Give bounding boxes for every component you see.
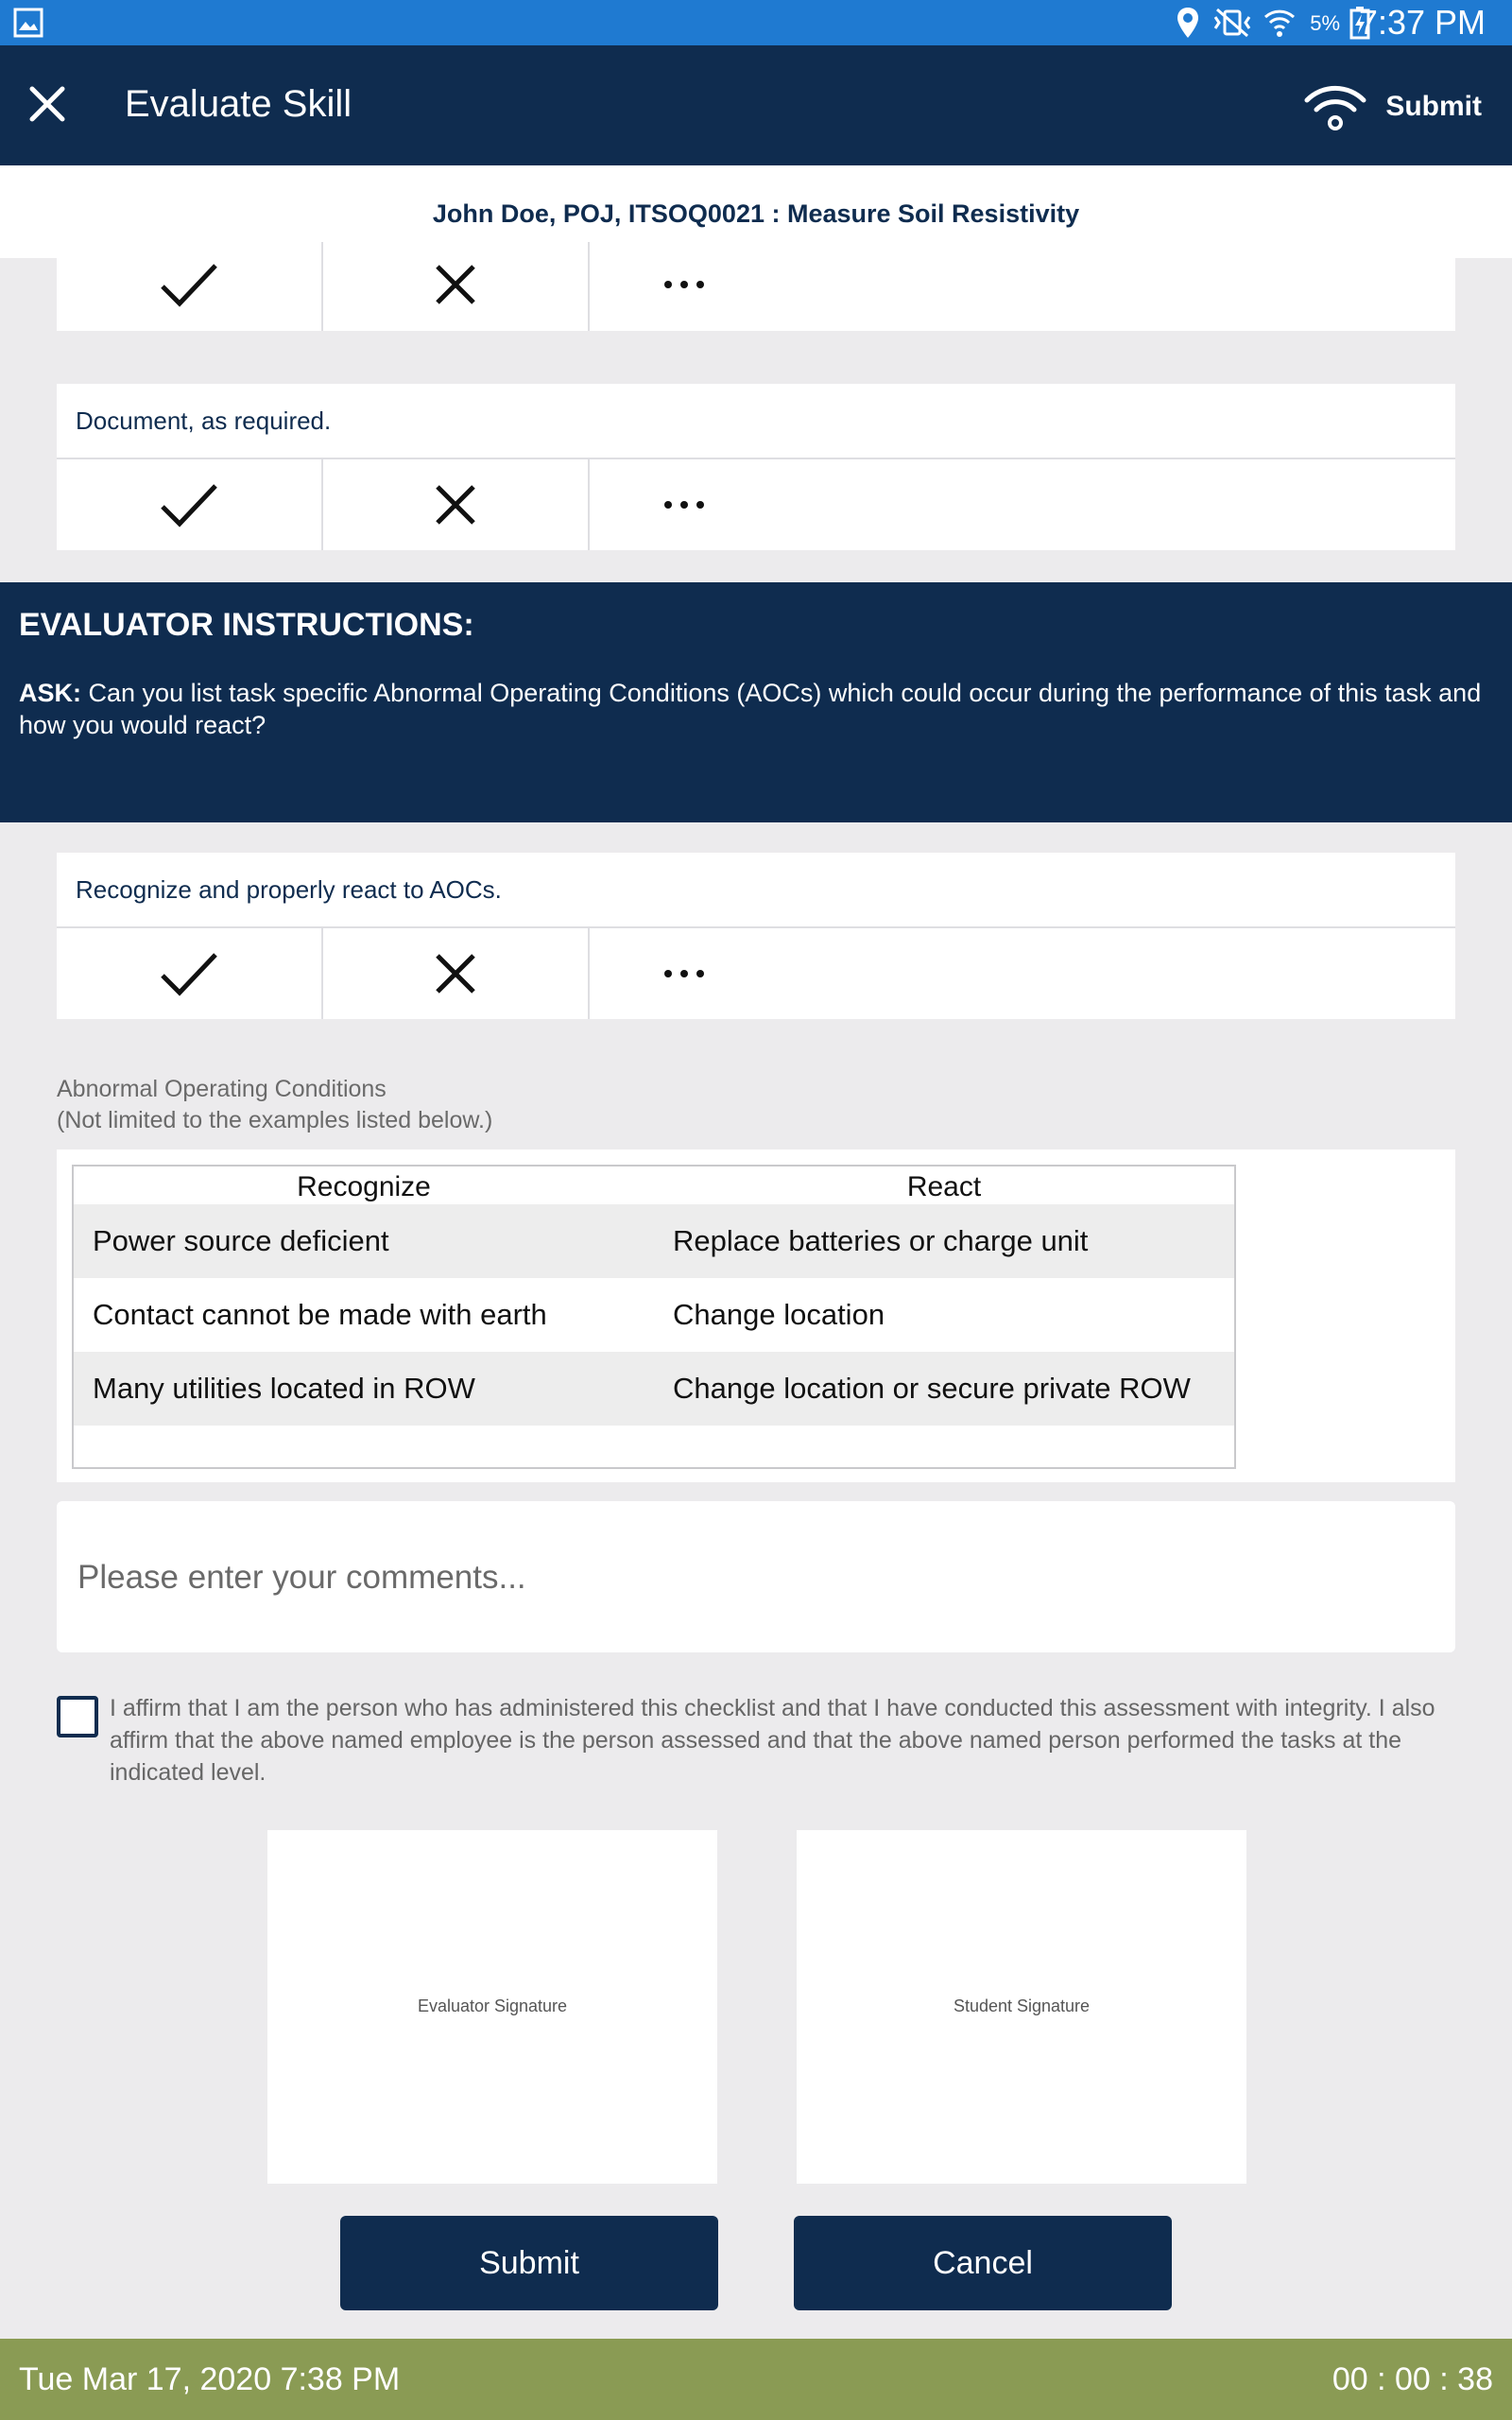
react-cell: Change location — [673, 1298, 885, 1331]
table-row — [74, 1278, 1234, 1352]
student-signature-label: Student Signature — [953, 1996, 1091, 2015]
react-cell: Replace batteries or charge unit — [673, 1224, 1089, 1257]
fail-button[interactable] — [323, 928, 590, 1019]
recognize-cell: Many utilities located in ROW — [93, 1372, 475, 1405]
submit-button[interactable]: Submit — [340, 2216, 718, 2310]
pass-button[interactable] — [57, 928, 323, 1019]
more-icon — [663, 280, 705, 289]
app-bar — [0, 45, 1512, 165]
recognize-cell: Contact cannot be made with earth — [93, 1298, 547, 1331]
aoc-label-line2: (Not limited to the examples listed below.) — [57, 1107, 493, 1133]
battery-percent: 5% — [1310, 11, 1340, 35]
step-1-rating-row — [57, 459, 1455, 550]
comments-input[interactable] — [76, 1539, 1440, 1616]
student-signature-pad[interactable] — [797, 1830, 1246, 2184]
cross-icon — [435, 953, 476, 994]
fail-button[interactable] — [323, 242, 590, 331]
more-button[interactable] — [590, 459, 779, 550]
evaluator-signature-pad[interactable] — [267, 1830, 717, 2184]
employee-task-header: John Doe, POJ, ITSOQ0021 : Measure Soil Resistivity — [0, 165, 1512, 258]
more-icon — [663, 969, 705, 978]
aoc-table-container — [57, 1150, 1455, 1482]
step-text: Recognize and properly react to AOCs. — [76, 875, 502, 904]
status-bar — [0, 0, 1512, 45]
aoc-label — [57, 1076, 492, 1134]
page-title: Evaluate Skill — [125, 83, 352, 125]
recognize-cell: Power source deficient — [93, 1224, 389, 1257]
footer-bar — [0, 2339, 1512, 2420]
ask-label: ASK: — [19, 679, 81, 707]
ask-text: Can you list task specific Abnormal Operating Conditions (AOCs) which could occur during the performance of this task and how you would react? — [19, 679, 1482, 739]
close-icon[interactable] — [28, 85, 66, 123]
vibrate-icon — [1211, 8, 1253, 38]
step-2-rating-row — [57, 928, 1455, 1019]
step-card-document — [57, 384, 1455, 458]
comments-field-container — [57, 1501, 1455, 1652]
check-icon — [159, 262, 219, 307]
react-cell: Change location or secure private ROW — [673, 1372, 1191, 1405]
instructions-text — [19, 677, 1493, 741]
wifi-icon — [1263, 6, 1297, 40]
pass-button[interactable] — [57, 242, 323, 331]
aoc-table — [72, 1165, 1236, 1469]
elapsed-timer: 00 : 00 : 38 — [1332, 2361, 1493, 2397]
more-button[interactable] — [590, 928, 779, 1019]
check-icon — [159, 482, 219, 527]
pass-button[interactable] — [57, 459, 323, 550]
affirm-checkbox[interactable] — [57, 1696, 98, 1737]
location-icon — [1176, 6, 1200, 40]
wifi-signal-icon[interactable] — [1304, 83, 1366, 130]
evaluator-signature-label: Evaluator Signature — [417, 1996, 568, 2015]
appbar-submit-button[interactable]: Submit — [1385, 91, 1482, 122]
column-header-recognize: Recognize — [297, 1171, 431, 1202]
aoc-label-line1: Abnormal Operating Conditions — [57, 1076, 387, 1102]
cross-icon — [435, 264, 476, 305]
column-header-react: React — [906, 1171, 982, 1202]
fail-button[interactable] — [323, 459, 590, 550]
table-row — [74, 1204, 1234, 1278]
step-card-aoc — [57, 853, 1455, 926]
step-0-rating-row — [57, 242, 1455, 331]
check-icon — [159, 951, 219, 996]
cancel-button[interactable]: Cancel — [794, 2216, 1172, 2310]
affirm-text: I affirm that I am the person who has administered this checklist and that I have conducted this assessment with integrity. I also affirm that the above named employee is the person assessed and that the above named person performed the tasks at the indicated level. — [110, 1695, 1435, 1786]
clock: 7:37 PM — [1358, 3, 1486, 42]
more-icon — [663, 500, 705, 510]
table-row — [74, 1352, 1234, 1426]
step-text: Document, as required. — [76, 406, 332, 435]
evaluator-instructions — [0, 582, 1512, 822]
more-button[interactable] — [590, 242, 779, 331]
instructions-heading: EVALUATOR INSTRUCTIONS: — [19, 607, 474, 643]
cross-icon — [435, 484, 476, 526]
gallery-icon — [13, 8, 43, 38]
footer-datetime: Tue Mar 17, 2020 7:38 PM — [19, 2361, 401, 2397]
